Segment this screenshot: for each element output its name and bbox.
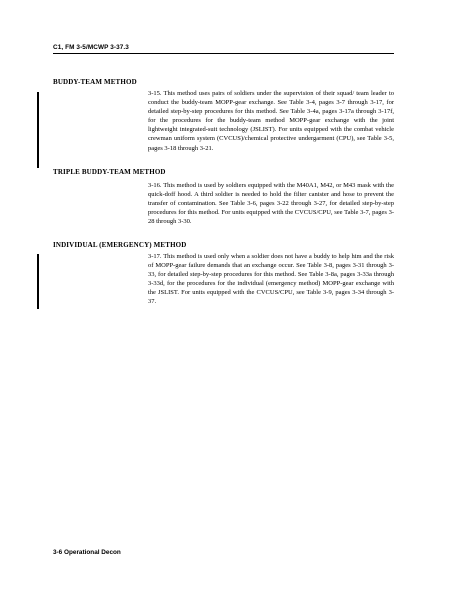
section-heading-buddy-team: BUDDY-TEAM METHOD bbox=[53, 78, 137, 86]
section-heading-triple-buddy-team: TRIPLE BUDDY-TEAM METHOD bbox=[53, 168, 166, 176]
paragraph-3-16: 3-16. This method is used by soldiers equipped with the M40A1, M42, or M43 mask with the quick-doff hood. A third soldier is needed to hold the filter canister and hose to prevent the transfer of contamination. See Table 3-6, pages 3-22 through 3-27, for detailed step-by-step procedures for this method. For units equipped with the CVCUS/CPU, see Table 3-7, pages 3-28 through 3-30. bbox=[148, 182, 394, 226]
running-header: C1, FM 3-5/MCWP 3-37.3 bbox=[53, 44, 129, 51]
paragraph-3-17: 3-17. This method is used only when a soldier does not have a buddy to help him and the risk of MOPP-gear failure demands that an exchange occur. See Table 3-8, pages 3-31 through 3-33, for detailed step-by-step procedures for this method. See Table 3-8a, pages 3-33a through 3-33d, for the procedures for the individual (emergency method) MOPP-gear exchange with the JSLIST. For units equipped with the CVCUS/CPU, see Table 3-9, pages 3-34 through 3-37. bbox=[148, 253, 394, 306]
change-bar bbox=[37, 92, 39, 168]
page-footer: 3-6 Operational Decon bbox=[53, 549, 121, 556]
section-heading-individual-emergency: INDIVIDUAL (EMERGENCY) METHOD bbox=[53, 241, 187, 249]
header-rule bbox=[53, 53, 394, 54]
paragraph-3-15: 3-15. This method uses pairs of soldiers under the supervision of their squad/ team leader to conduct the buddy-team MOPP-gear exchange. See Table 3-4, pages 3-7 through 3-17, for detailed step-by-step procedures for this method. See Table 3-4a, pages 3-17a through 3-17f, for the procedures for the buddy-team method MOPP-gear exchange with the joint lightweight integrated-suit technology (JSLIST). For units equipped with the combat vehicle crewman uniform system (CVCUS)/chemical protective undergarment (CPU), see Table 3-5, pages 3-18 through 3-21. bbox=[148, 90, 394, 152]
change-bar bbox=[37, 254, 39, 309]
